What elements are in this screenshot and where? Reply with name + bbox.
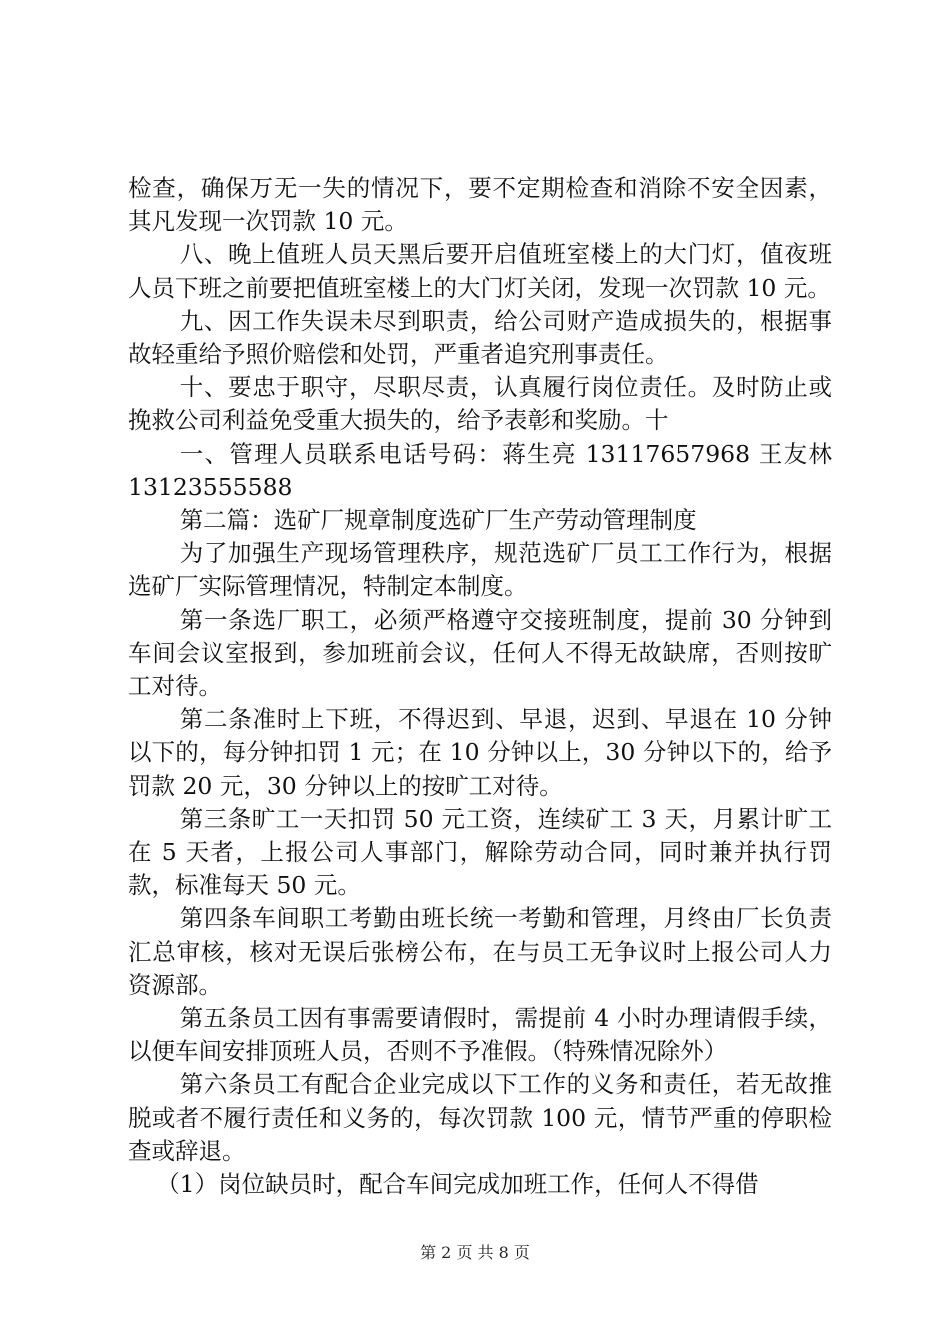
paragraph-article-6: 第六条员工有配合企业完成以下工作的义务和责任，若无故推脱或者不履行责任和义务的，每次罚款 100 元，情节严重的停职检查或辞退。 xyxy=(128,1070,832,1165)
paragraph-article-3: 第三条旷工一天扣罚 50 元工资，连续矿工 3 天，月累计旷工在 5 天者，上报公司人事部门，解除劳动合同，同时兼并执行罚款，标准每天 50 元。 xyxy=(128,804,832,900)
paragraph-item-8: 八、晚上值班人员天黑后要开启值班室楼上的大门灯，值夜班人员下班之前要把值班室楼上的大门灯关闭，发现一次罚款 10 元。 xyxy=(128,240,832,302)
document-body xyxy=(128,172,832,1201)
paragraph-article-5: 第五条员工因有事需要请假时，需提前 4 小时办理请假手续，以便车间安排顶班人员，否则不予准假。（特殊情况除外） xyxy=(128,1004,832,1066)
paragraph-item-11: 一、管理人员联系电话号码：蒋生亮 13117657968 王友林 13123555588 xyxy=(128,439,832,501)
paragraph-continuation: 检查，确保万无一失的情况下，要不定期检查和消除不安全因素，其凡发现一次罚款 10 元。 xyxy=(128,174,832,236)
page-footer: 第 2 页 共 8 页 xyxy=(420,1243,530,1262)
paragraph-intro: 为了加强生产现场管理秩序，规范选矿厂员工工作行为，根据选矿厂实际管理情况，特制定本制度。 xyxy=(128,539,832,601)
section-heading: 第二篇：选矿厂规章制度选矿厂生产劳动管理制度 xyxy=(179,506,697,535)
paragraph-item-9: 九、因工作失误未尽到职责，给公司财产造成损失的，根据事故轻重给予照价赔偿和处罚，严重者追究刑事责任。 xyxy=(128,306,832,369)
paragraph-item-10: 十、要忠于职守，尽职尽责，认真履行岗位责任。及时防止或挽救公司利益免受重大损失的，给予表彰和奖励。十 xyxy=(128,373,832,435)
paragraph-subitem-1: （1）岗位缺员时，配合车间完成加班工作，任何人不得借 xyxy=(156,1170,759,1199)
paragraph-article-2: 第二条准时上下班，不得迟到、早退，迟到、早退在 10 分钟以下的，每分钟扣罚 1 元；在 10 分钟以上，30 分钟以下的，给予罚款 20 元，30 分钟以上的按旷工对待。 xyxy=(128,705,832,800)
paragraph-article-1: 第一条选厂职工，必须严格遵守交接班制度，提前 30 分钟到车间会议室报到，参加班前会议，任何人不得无故缺席，否则按旷工对待。 xyxy=(128,605,832,701)
paragraph-article-4: 第四条车间职工考勤由班长统一考勤和管理，月终由厂长负责汇总审核，核对无误后张榜公布，在与员工无争议时上报公司人力资源部。 xyxy=(128,904,832,999)
